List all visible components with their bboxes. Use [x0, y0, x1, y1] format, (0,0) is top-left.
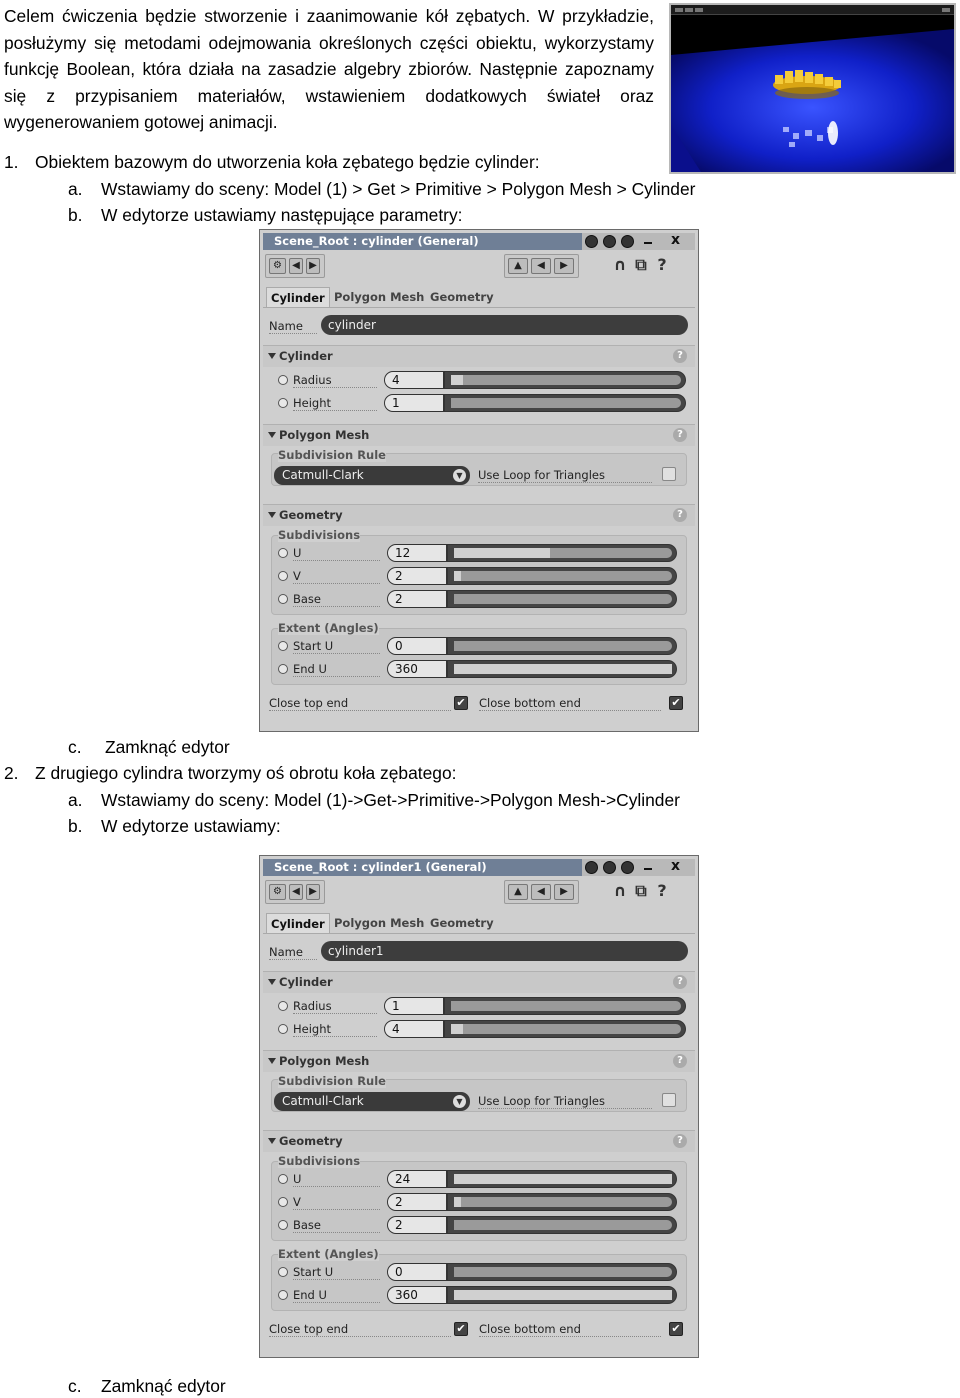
end-u-slider[interactable] [387, 660, 677, 678]
v-slider[interactable] [387, 567, 677, 585]
step1-number: 1. [4, 152, 19, 172]
preset-toolbar [265, 880, 325, 904]
end-u-slider[interactable] [387, 1286, 677, 1304]
v-animate-toggle[interactable] [278, 571, 288, 581]
close-bottom-label: Close bottom end [479, 696, 661, 711]
render-preview-image [669, 3, 956, 174]
prev-arrow-icon[interactable]: ◀ [531, 884, 551, 900]
close-top-label: Close top end [269, 696, 451, 711]
nav-toolbar [504, 880, 579, 904]
u-slider[interactable] [387, 1170, 677, 1188]
step1-b-item [68, 202, 463, 228]
next-arrow-icon[interactable]: ▶ [554, 884, 574, 900]
base-animate-toggle[interactable] [278, 1220, 288, 1230]
help-icon[interactable]: ? [673, 508, 687, 522]
name-input[interactable]: cylinder [321, 315, 688, 335]
subdivision-rule-value: Catmull-Clark [282, 468, 364, 482]
name-label: Name [269, 319, 317, 334]
help-icon[interactable]: ? [673, 1054, 687, 1068]
section-cylinder[interactable] [263, 345, 695, 367]
u-fill [454, 1174, 672, 1184]
nav-toolbar [504, 254, 579, 278]
step1-c-text: Zamknąć edytor [105, 737, 230, 757]
end-u-value-field[interactable] [388, 1287, 448, 1303]
chevron-down-icon[interactable]: ▼ [453, 1095, 466, 1108]
help-icon[interactable]: ? [673, 975, 687, 989]
radius-slider[interactable] [384, 371, 686, 389]
tab-polygon-mesh[interactable]: Polygon Mesh [334, 916, 425, 930]
start-u-animate-toggle[interactable] [278, 641, 288, 651]
section-polygon-mesh[interactable] [263, 1050, 695, 1072]
subdivisions-label: Subdivisions [278, 1154, 361, 1168]
cylinder1-editor-panel [259, 855, 699, 1358]
swirl-icon[interactable] [603, 861, 616, 874]
help-icon[interactable]: ? [673, 1134, 687, 1148]
step2-a-item [68, 787, 680, 813]
back-arrow-icon[interactable]: ◀ [289, 258, 303, 274]
start-u-slider[interactable] [387, 1263, 677, 1281]
subdivision-rule-select[interactable] [274, 1092, 470, 1111]
height-label: Height [293, 396, 377, 411]
u-animate-toggle[interactable] [278, 548, 288, 558]
start-u-label: Start U [293, 1265, 380, 1280]
end-u-animate-toggle[interactable] [278, 664, 288, 674]
step1-a-marker: a. [68, 179, 83, 199]
start-u-slider[interactable] [387, 637, 677, 655]
height-slider[interactable] [384, 394, 686, 412]
end-u-label: End U [293, 1288, 380, 1303]
height-value: 4 [392, 1022, 400, 1036]
height-track[interactable] [451, 398, 681, 408]
step1-b-text: W edytorze ustawiamy następujące parametry: [101, 205, 463, 225]
step1-b-marker: b. [68, 205, 83, 225]
lock-icon[interactable]: ∩ [613, 881, 627, 900]
height-slider[interactable] [384, 1020, 686, 1038]
next-arrow-icon[interactable]: ▶ [554, 258, 574, 274]
base-label: Base [293, 592, 380, 607]
forward-arrow-icon[interactable]: ▶ [306, 258, 320, 274]
u-slider[interactable] [387, 544, 677, 562]
lock-icon[interactable] [621, 235, 634, 248]
base-track[interactable] [454, 1220, 672, 1230]
base-value-field[interactable] [388, 1217, 448, 1233]
height-track[interactable] [451, 1024, 681, 1034]
radius-track[interactable] [451, 375, 681, 385]
end-u-animate-toggle[interactable] [278, 1290, 288, 1300]
section-polygon-mesh[interactable] [263, 424, 695, 446]
collapse-triangle-icon[interactable] [268, 1058, 276, 1064]
u-label: U [293, 1172, 380, 1187]
prev-arrow-icon[interactable]: ◀ [531, 258, 551, 274]
up-arrow-icon[interactable]: ▲ [508, 884, 528, 900]
base-value: 2 [395, 592, 403, 606]
collapse-triangle-icon[interactable] [268, 353, 276, 359]
use-loop-checkbox[interactable] [662, 467, 676, 481]
help-icon[interactable]: ? [657, 255, 667, 274]
v-value: 2 [395, 1195, 403, 1209]
preset-toolbar [265, 254, 325, 278]
step2-b-text: W edytorze ustawiamy: [101, 816, 281, 836]
close-icon[interactable]: x [671, 858, 681, 874]
radius-fill [451, 375, 463, 385]
name-input[interactable]: cylinder1 [321, 941, 688, 961]
step2-b-item [68, 813, 281, 839]
subdivisions-label: Subdivisions [278, 528, 361, 542]
step1-text: Obiektem bazowym do utworzenia koła zębatego będzie cylinder: [35, 152, 540, 172]
forward-arrow-icon[interactable]: ▶ [306, 884, 320, 900]
use-loop-label: Use Loop for Triangles [478, 1094, 652, 1109]
tab-geometry[interactable]: Geometry [430, 916, 494, 930]
start-u-value: 0 [395, 1265, 403, 1279]
radius-value-field[interactable] [385, 998, 445, 1014]
intro-paragraph: Celem ćwiczenia będzie stworzenie i zaanimowanie kół zębatych. W przykładzie, posłużymy się metodami odejmowania określonych części obiektu, wykorzystamy funkcję Boolean, która działa na zasadzie algebry zbiorów. Następnie zapoznamy się z przypisaniem materiałów, wstawieniem dodatkowych świateł oraz wygenerowaniem gotowej animacji. [4, 6, 654, 133]
section-polygon-mesh-title: Polygon Mesh [279, 428, 370, 442]
u-value: 12 [395, 546, 411, 560]
section-cylinder-title: Cylinder [279, 975, 333, 989]
radius-value: 4 [392, 373, 400, 387]
help-icon[interactable]: ? [657, 881, 667, 900]
close-bottom-checkbox[interactable]: ✔ [669, 1322, 683, 1336]
extent-label: Extent (Angles) [278, 1247, 379, 1261]
u-label: U [293, 546, 380, 561]
subdivision-rule-label: Subdivision Rule [278, 1074, 386, 1088]
glasses-icon[interactable] [585, 861, 598, 874]
lock-icon[interactable]: ∩ [613, 255, 627, 274]
revert-icon[interactable]: ⧉ [635, 881, 647, 900]
preset-icon[interactable]: ⚙ [269, 258, 286, 274]
close-bottom-label: Close bottom end [479, 1322, 661, 1337]
editor-titlebar[interactable] [263, 233, 695, 250]
base-track[interactable] [454, 594, 672, 604]
v-value-field[interactable] [388, 568, 448, 584]
section-cylinder[interactable] [263, 971, 695, 993]
height-value-field[interactable] [385, 395, 445, 411]
glasses-icon[interactable] [585, 235, 598, 248]
revert-icon[interactable]: ⧉ [635, 255, 647, 274]
v-fill [454, 1197, 461, 1207]
chevron-down-icon[interactable]: ▼ [453, 469, 466, 482]
close-bottom-checkbox[interactable]: ✔ [669, 696, 683, 710]
subdivision-rule-select[interactable] [274, 466, 470, 485]
step1-a-item [68, 176, 695, 202]
v-slider[interactable] [387, 1193, 677, 1211]
cylinder-editor-panel [259, 229, 699, 732]
v-value-field[interactable] [388, 1194, 448, 1210]
back-arrow-icon[interactable]: ◀ [289, 884, 303, 900]
height-value: 1 [392, 396, 400, 410]
base-animate-toggle[interactable] [278, 594, 288, 604]
start-u-value-field[interactable] [388, 638, 448, 654]
tab-divider [263, 307, 695, 308]
subdivision-rule-label: Subdivision Rule [278, 448, 386, 462]
section-geometry[interactable] [263, 504, 695, 526]
section-cylinder-title: Cylinder [279, 349, 333, 363]
base-label: Base [293, 1218, 380, 1233]
viewport-titlebar [671, 5, 954, 15]
preset-icon[interactable]: ⚙ [269, 884, 286, 900]
v-track[interactable] [454, 1197, 672, 1207]
start-u-label: Start U [293, 639, 380, 654]
collapse-triangle-icon[interactable] [268, 432, 276, 438]
u-value-field[interactable] [388, 545, 448, 561]
up-arrow-icon[interactable]: ▲ [508, 258, 528, 274]
radius-label: Radius [293, 999, 377, 1014]
swirl-icon[interactable] [603, 235, 616, 248]
extent-label: Extent (Angles) [278, 621, 379, 635]
use-loop-checkbox[interactable] [662, 1093, 676, 1107]
tab-polygon-mesh[interactable]: Polygon Mesh [334, 290, 425, 304]
height-fill [451, 1024, 463, 1034]
end-u-label: End U [293, 662, 380, 677]
collapse-triangle-icon[interactable] [268, 1138, 276, 1144]
collapse-triangle-icon[interactable] [268, 512, 276, 518]
section-geometry-title: Geometry [279, 508, 343, 522]
close-top-checkbox[interactable]: ✔ [454, 1322, 468, 1336]
step1-c-marker: c. [68, 737, 82, 757]
tab-divider [263, 933, 695, 934]
end-u-value: 360 [395, 1288, 418, 1302]
base-slider[interactable] [387, 590, 677, 608]
radius-track[interactable] [451, 1001, 681, 1011]
step1-item [4, 149, 540, 175]
v-label: V [293, 1195, 380, 1210]
height-value-field[interactable] [385, 1021, 445, 1037]
minimize-icon[interactable] [644, 242, 652, 244]
end-u-value-field[interactable] [388, 661, 448, 677]
height-label: Height [293, 1022, 377, 1037]
end-u-fill [454, 1290, 672, 1300]
base-value-field[interactable] [388, 591, 448, 607]
step2-c-item [68, 1373, 226, 1398]
close-top-label: Close top end [269, 1322, 451, 1337]
lock-icon[interactable] [621, 861, 634, 874]
step2-item [4, 760, 456, 786]
height-animate-toggle[interactable] [278, 398, 288, 408]
step1-a-text: Wstawiamy do sceny: Model (1) > Get > Primitive > Polygon Mesh > Cylinder [101, 179, 696, 199]
radius-label: Radius [293, 373, 377, 388]
base-value: 2 [395, 1218, 403, 1232]
v-value: 2 [395, 569, 403, 583]
radius-value-field[interactable] [385, 372, 445, 388]
close-top-checkbox[interactable]: ✔ [454, 696, 468, 710]
close-icon[interactable]: x [671, 232, 681, 248]
editor-title: Scene_Root : cylinder (General) [274, 234, 479, 248]
base-slider[interactable] [387, 1216, 677, 1234]
end-u-fill [454, 664, 672, 674]
u-value-field[interactable] [388, 1171, 448, 1187]
tab-geometry[interactable]: Geometry [430, 290, 494, 304]
step2-c-marker: c. [68, 1376, 82, 1396]
radius-value: 1 [392, 999, 400, 1013]
use-loop-label: Use Loop for Triangles [478, 468, 652, 483]
step2-text: Z drugiego cylindra tworzymy oś obrotu koła zębatego: [35, 763, 457, 783]
v-track[interactable] [454, 571, 672, 581]
start-u-value: 0 [395, 639, 403, 653]
start-u-track[interactable] [454, 1267, 672, 1277]
height-animate-toggle[interactable] [278, 1024, 288, 1034]
start-u-track[interactable] [454, 641, 672, 651]
step2-a-marker: a. [68, 790, 83, 810]
help-icon[interactable]: ? [673, 428, 687, 442]
radius-animate-toggle[interactable] [278, 1001, 288, 1011]
step2-a-text: Wstawiamy do sceny: Model (1)->Get->Primitive->Polygon Mesh->Cylinder [101, 790, 680, 810]
v-label: V [293, 569, 380, 584]
tab-cylinder[interactable]: Cylinder [266, 287, 330, 307]
u-value: 24 [395, 1172, 411, 1186]
start-u-value-field[interactable] [388, 1264, 448, 1280]
editor-titlebar[interactable] [263, 859, 695, 876]
section-geometry-title: Geometry [279, 1134, 343, 1148]
u-animate-toggle[interactable] [278, 1174, 288, 1184]
help-icon[interactable]: ? [673, 349, 687, 363]
step2-b-marker: b. [68, 816, 83, 836]
step1-c-item [68, 734, 230, 760]
u-fill [454, 548, 550, 558]
step2-number: 2. [4, 763, 19, 783]
radius-slider[interactable] [384, 997, 686, 1015]
subdivision-rule-value: Catmull-Clark [282, 1094, 364, 1108]
section-geometry[interactable] [263, 1130, 695, 1152]
radius-animate-toggle[interactable] [278, 375, 288, 385]
minimize-icon[interactable] [644, 868, 652, 870]
step2-c-text: Zamknąć edytor [101, 1376, 226, 1396]
section-polygon-mesh-title: Polygon Mesh [279, 1054, 370, 1068]
name-label: Name [269, 945, 317, 960]
v-fill [454, 571, 461, 581]
editor-title: Scene_Root : cylinder1 (General) [274, 860, 487, 874]
collapse-triangle-icon[interactable] [268, 979, 276, 985]
end-u-value: 360 [395, 662, 418, 676]
start-u-animate-toggle[interactable] [278, 1267, 288, 1277]
v-animate-toggle[interactable] [278, 1197, 288, 1207]
tab-cylinder[interactable]: Cylinder [266, 913, 330, 933]
